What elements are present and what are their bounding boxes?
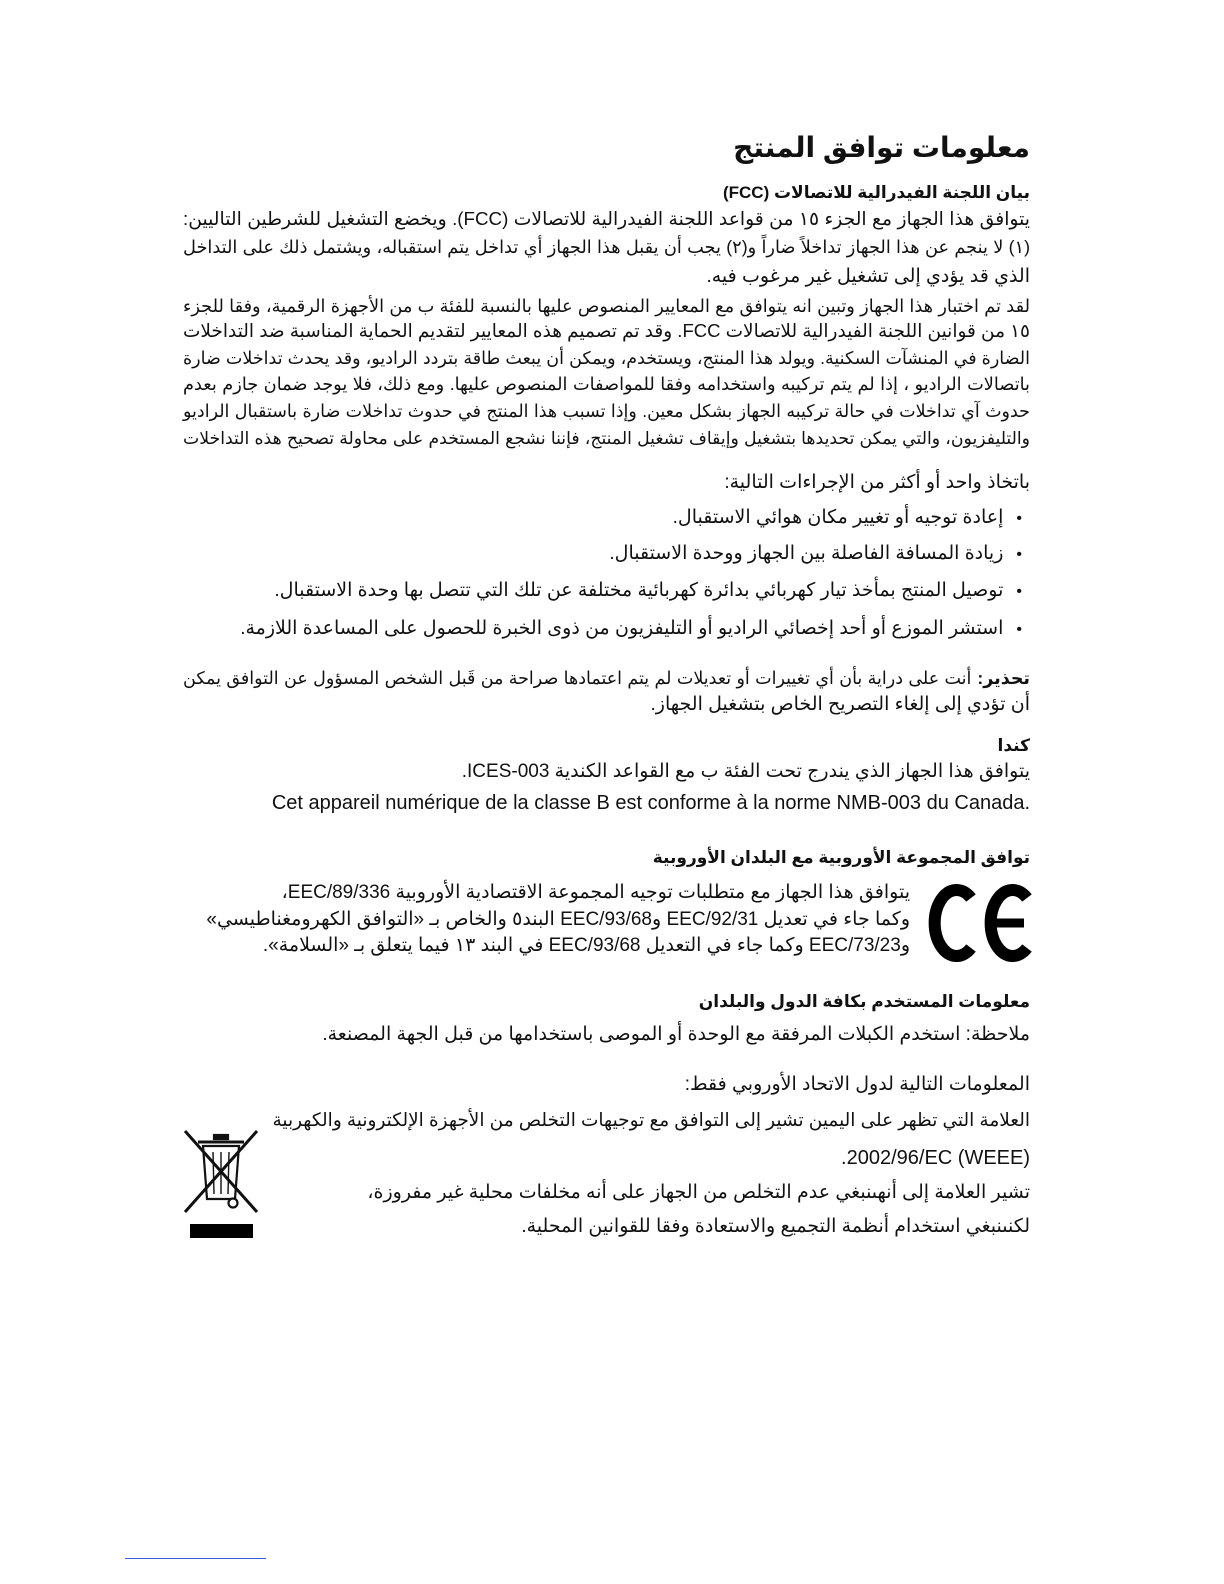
actions-intro: باتخاذ واحد أو أكثر من الإجراءات التالية: xyxy=(724,472,1030,493)
weee-directive-line: .2002/96/EC (WEEE) xyxy=(841,1147,1030,1169)
eu-compliance-line: يتوافق هذا الجهاز مع متطلبات توجيه المجموعة الاقتصادية الأوروبية EEC/89/336، xyxy=(281,882,910,903)
weee-crossed-bin-icon xyxy=(183,1128,259,1240)
warning-line xyxy=(183,665,1030,691)
fcc-test-paragraph-line: حدوث آي تداخلات في حالة تركيبه الجهاز بشكل معين. وإذا تسبب هذا المنتج في حدوث تداخلات ضارة باستقبال الراديو xyxy=(183,401,1030,421)
footnote-rule xyxy=(125,1558,266,1559)
bullet-marker: • xyxy=(1016,583,1022,600)
weee-text-line: لكنىنبغي استخدام أنظمة التجميع والاستعادة وفقا للقوانين المحلية. xyxy=(521,1216,1030,1237)
bullet-marker: • xyxy=(1016,510,1022,527)
eu-compliance-line: وكما جاء في تعديل EEC/92/31 وEEC/93/68 البند٥ والخاص بـ «التوافق الكهرومغناطيسي» xyxy=(206,909,910,930)
weee-text-line: العلامة التي تظهر على اليمين تشير إلى التوافق مع توجيهات التخلص من الأجهزة الإلكترونية والكهربية xyxy=(272,1109,1030,1130)
weee-intro: المعلومات التالية لدول الاتحاد الأوروبي فقط: xyxy=(684,1074,1030,1095)
bullet-item xyxy=(274,578,1022,604)
weee-text-line: تشير العلامة إلى أنهىنبغي عدم التخلص من الجهاز على أنه مخلفات محلية غير مفروزة، xyxy=(367,1182,1030,1203)
fcc-paragraph-line: (١) لا ينجم عن هذا الجهاز تداخلاً ضاراً و(٢) يجب أن يقبل هذا الجهاز أي تداخل يتم استقباله، ويشتمل ذلك على التداخل xyxy=(183,237,1030,257)
fcc-test-paragraph-line: الضارة في المنشآت السكنية. ويولد هذا المنتج، ويستخدم، ويمكن أن يبعث طاقة بتردد الراديو، وقد يحدث تداخلات ضارة xyxy=(183,348,1030,368)
fcc-heading: بيان اللجنة الفيدرالية للاتصالات (FCC) xyxy=(722,183,1030,202)
canada-heading: كندا xyxy=(997,736,1030,755)
warning-label: تحذير: xyxy=(977,668,1030,688)
bullet-item xyxy=(240,616,1022,642)
ce-mark-icon xyxy=(928,884,1032,962)
bullet-text: توصيل المنتج بمأخذ تيار كهربائي بدائرة كهربائية مختلفة عن تلك التي تتصل بها وحدة الاستقبال. xyxy=(274,580,1004,601)
bullet-text: استشر الموزع أو أحد إخصائي الراديو أو التليفزيون من ذوى الخبرة للحصول على المساعدة اللازمة. xyxy=(240,618,1004,639)
fcc-paragraph-line: يتوافق هذا الجهاز مع الجزء ١٥ من قواعد اللجنة الفيدرالية للاتصالات (FCC). ويخضع التشغيل للشرطين التاليين: xyxy=(183,208,1030,229)
warning-text: أنت على دراية بأن أي تغييرات أو تعديلات لم يتم اعتمادها صراحة من قَبل الشخص المسؤول عن التوافق يمكن xyxy=(183,668,972,688)
warning-line: أن تؤدي إلى إلغاء التصريح الخاص بتشغيل الجهاز. xyxy=(650,694,1030,715)
bullet-item xyxy=(673,505,1022,531)
eu-compliance-line: وEEC/73/23 وكما جاء في التعديل EEC/93/68 في البند ١٣ فيما يتعلق بـ «السلامة». xyxy=(262,935,910,956)
bullet-marker: • xyxy=(1016,546,1022,563)
user-info-heading: معلومات المستخدم بكافة الدول والبلدان xyxy=(698,992,1030,1011)
canada-french-statement: Cet appareil numérique de la classe B est conforme à la norme NMB-003 du Canada. xyxy=(271,792,1030,814)
bullet-text: زيادة المسافة الفاصلة بين الجهاز ووحدة الاستقبال. xyxy=(609,543,1004,564)
bullet-text: إعادة توجيه أو تغيير مكان هوائي الاستقبال. xyxy=(672,507,1004,528)
fcc-paragraph-line: الذي قد يؤدي إلى تشغيل غير مرغوب فيه. xyxy=(706,266,1030,287)
fcc-test-paragraph-line: باتصالات الراديو ، إذا لم يتم تركيبه واستخدامه وفقا للمواصفات المنصوص عليها. ومع ذلك، فلا يوجد ضمان جازم بعدم xyxy=(183,374,1030,394)
fcc-test-paragraph-line: ١٥ من قوانين اللجنة الفيدرالية للاتصالات FCC. وقد تم تصميم هذه المعايير لتقديم الحماية المناسبة ضد التداخلات xyxy=(182,320,1030,341)
eu-heading: توافق المجموعة الأوروبية مع البلدان الأوروبية xyxy=(652,848,1030,867)
fcc-test-paragraph-line: لقد تم اختبار هذا الجهاز وتبين انه يتوافق مع المعايير المنصوص عليها بالنسبة للفئة ب من الأجهزة الرقمية، وفقا للجزء xyxy=(183,296,1030,316)
fcc-test-paragraph-line: والتليفزيون، والتي يمكن تحديدها بتشغيل وإيقاف تشغيل المنتج، فإننا نشجع المستخدم على محاولة تصحيح هذه التداخلات xyxy=(183,428,1030,448)
page-title: معلومات توافق المنتج xyxy=(733,132,1030,163)
cable-note: ملاحظة: استخدم الكبلات المرفقة مع الوحدة أو الموصى باستخدامها من قبل الجهة المصنعة. xyxy=(322,1024,1030,1045)
canada-arabic-statement: يتوافق هذا الجهاز الذي يندرج تحت الفئة ب مع القواعد الكندية ICES-003. xyxy=(461,761,1030,782)
bullet-item xyxy=(609,541,1022,567)
bullet-marker: • xyxy=(1016,621,1022,638)
